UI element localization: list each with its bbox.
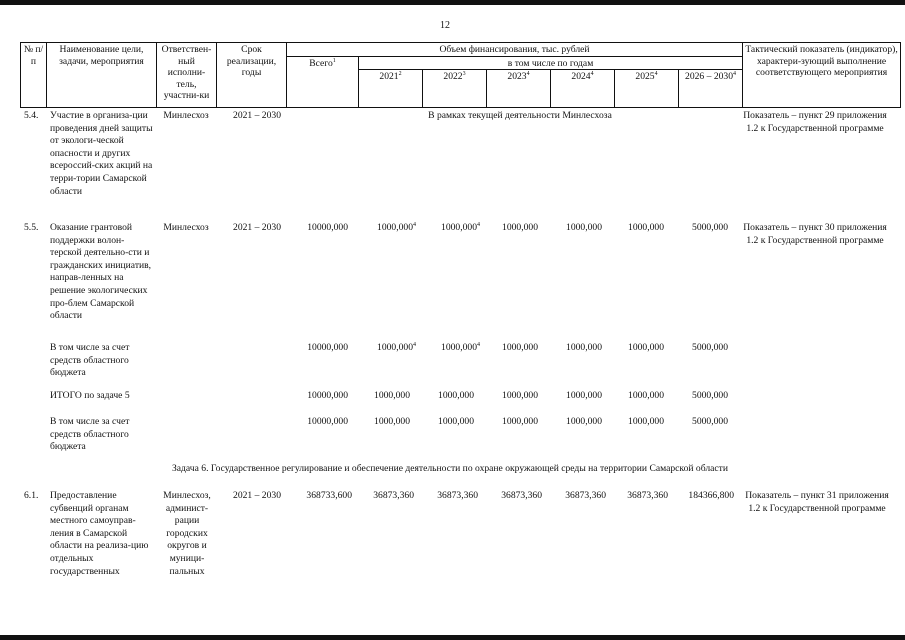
table-header — [20, 42, 901, 108]
row-2026-2030: 5000,000 — [692, 416, 728, 427]
page-number: 12 — [440, 20, 450, 31]
row-2024: 1000,000 — [566, 222, 602, 233]
row-2026-2030: 5000,000 — [692, 222, 728, 233]
row-2021: 1000,000 — [374, 390, 410, 401]
row-name: Участие в организа-ции проведения дней защиты от экологи-ческой опасности и других всероссий-ских акций на терри-тории Самарской области — [50, 110, 153, 197]
row-2025: 1000,000 — [628, 390, 664, 401]
row-2021: 36873,360 — [373, 490, 414, 501]
row-total: 10000,000 — [307, 390, 348, 401]
row-2024: 1000,000 — [566, 390, 602, 401]
row-name: Предоставление субвенций органам местного самоуправ-ления в Самарской области на реализа-цию отдельных государственных — [50, 490, 149, 577]
task-6-heading: Задача 6. Государственное регулирование и обеспечение деятельности по охране окружающей среды на территории Самарской области — [171, 463, 729, 474]
row-2023: 36873,360 — [501, 490, 542, 501]
row-indicator: Показатель – пункт 31 приложения 1.2 к Государственной программе — [745, 490, 889, 514]
header-year-2025: 2025$^4$ — [615, 70, 679, 108]
row-2026-2030: 184366,800 — [688, 490, 734, 501]
row-2024: 1000,000 — [566, 416, 602, 427]
header-num: № п/п — [21, 43, 47, 108]
row-indicator: Показатель – пункт 29 приложения 1.2 к Государственной программе — [743, 110, 887, 134]
row-2022: 1000,000$^4$ — [441, 341, 480, 353]
header-name: Наименование цели, задачи, мероприятия — [47, 43, 157, 108]
row-2021: 1000,000$^4$ — [377, 221, 416, 233]
row-2025: 1000,000 — [628, 342, 664, 353]
row-finance-note: В рамках текущей деятельности Минлесхоза — [428, 110, 612, 121]
row-num: 5.5. — [24, 222, 39, 233]
header-years-group: в том числе по годам — [359, 56, 743, 70]
row-2024: 1000,000 — [566, 342, 602, 353]
row-2021: 1000,000 — [374, 416, 410, 427]
row-2025: 1000,000 — [628, 222, 664, 233]
header-executor: Ответствен-ный исполни-тель, участни-ки — [157, 43, 217, 108]
row-2026-2030: 5000,000 — [692, 390, 728, 401]
row-2022: 1000,000 — [438, 390, 474, 401]
header-year-2023: 2023$^4$ — [487, 70, 551, 108]
row-2025: 36873,360 — [627, 490, 668, 501]
header-year-2021: 2021$^2$ — [359, 70, 423, 108]
row-name: В том числе за счет средств областного бюджета — [50, 416, 130, 453]
row-total: 368733,600 — [306, 490, 352, 501]
row-2023: 1000,000 — [502, 390, 538, 401]
header-year-2024: 2024$^4$ — [551, 70, 615, 108]
top-edge-bar — [0, 0, 905, 5]
row-executor: Минлесхоз — [163, 110, 209, 121]
row-total: 10000,000 — [307, 342, 348, 353]
header-finance: Объем финансирования, тыс. рублей — [287, 43, 743, 57]
row-num: 5.4. — [24, 110, 39, 121]
row-total: 10000,000 — [307, 222, 348, 233]
row-2025: 1000,000 — [628, 416, 664, 427]
row-term: 2021 – 2030 — [233, 110, 281, 121]
row-total: 10000,000 — [307, 416, 348, 427]
row-term: 2021 – 2030 — [233, 222, 281, 233]
row-2023: 1000,000 — [502, 342, 538, 353]
row-executor: Минлесхоз — [163, 222, 209, 233]
row-term: 2021 – 2030 — [233, 490, 281, 501]
row-2022: 36873,360 — [437, 490, 478, 501]
row-indicator: Показатель – пункт 30 приложения 1.2 к Государственной программе — [743, 222, 887, 246]
header-term: Срок реализации, годы — [217, 43, 287, 108]
row-2023: 1000,000 — [502, 222, 538, 233]
row-num: 6.1. — [24, 490, 39, 501]
row-name: В том числе за счет средств областного бюджета — [50, 342, 130, 379]
row-name: ИТОГО по задаче 5 — [50, 390, 130, 401]
row-executor: Минлесхоз, админист-рации городских округов и муници-пальных — [163, 490, 211, 577]
row-2026-2030: 5000,000 — [692, 342, 728, 353]
row-2022: 1000,000 — [438, 416, 474, 427]
header-indicator: Тактический показатель (индикатор), характери-зующий выполнение соответствующего мероприятия — [743, 43, 901, 108]
header-year-2022: 2022$^3$ — [423, 70, 487, 108]
bottom-edge-bar — [0, 635, 905, 640]
row-2021: 1000,000$^4$ — [377, 341, 416, 353]
header-total: Всего$^1$ — [287, 56, 359, 108]
row-2023: 1000,000 — [502, 416, 538, 427]
header-year-2026-2030: 2026 – 2030$^4$ — [679, 70, 743, 108]
row-2022: 1000,000$^4$ — [441, 221, 480, 233]
row-2024: 36873,360 — [565, 490, 606, 501]
row-name: Оказание грантовой поддержки волон-терской деятельно-сти и гражданских инициатив, направ-ленных на решение экологических про-блем Самарской области — [50, 222, 152, 322]
